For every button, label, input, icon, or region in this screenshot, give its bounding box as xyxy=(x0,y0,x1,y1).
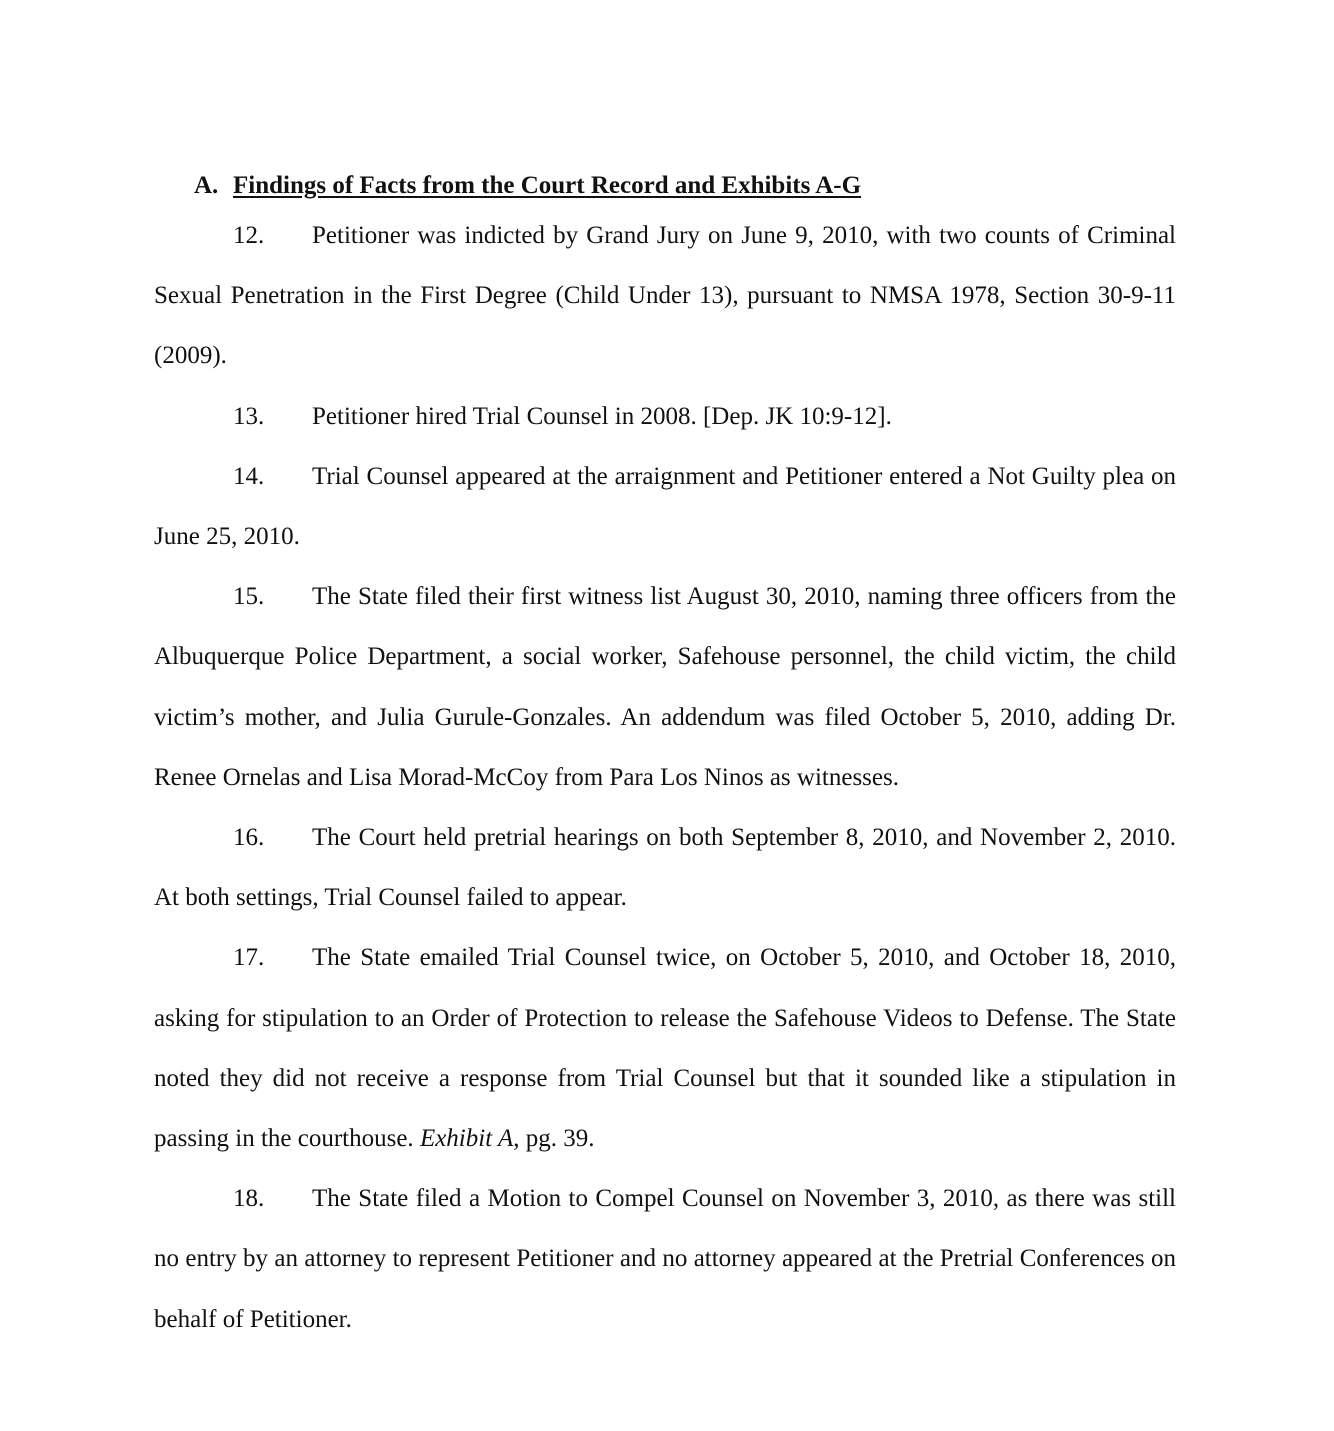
paragraph-text: Petitioner hired Trial Counsel in 2008. [Dep. JK 10:9-12]. xyxy=(312,402,892,430)
section-letter: A. xyxy=(194,172,219,199)
paragraph-number: 17. xyxy=(233,944,265,972)
exhibit-reference: Exhibit A xyxy=(419,1125,514,1153)
paragraph-number: 15. xyxy=(233,583,265,611)
paragraph-text: The State filed their first witness list August 30, 2010, naming three officers from the Albuquerque Police Department, a social worker, Safehouse personnel, the child victim, the child victim’s mother, and Julia Gurule-Gonzales. An addendum was filed October 5, 2010, adding Dr. Renee Ornelas and Lisa Morad-McCoy from Para Los Ninos as witnesses. xyxy=(154,583,1176,791)
paragraph-number: 13. xyxy=(233,402,265,430)
section-title: Findings of Facts from the Court Record and Exhibits A-G xyxy=(233,172,862,199)
paragraph-18 xyxy=(154,1169,1176,1350)
paragraph-number: 14. xyxy=(233,462,265,490)
paragraph-14 xyxy=(154,447,1176,567)
paragraph-number: 18. xyxy=(233,1185,265,1213)
paragraph-13 xyxy=(154,387,1176,447)
paragraph-text: The State emailed Trial Counsel twice, on October 5, 2010, and October 18, 2010, asking for stipulation to an Order of Protection to release the Safehouse Videos to Defense. The State noted they did not receive a response from Trial Counsel but that it sounded like a stipulation in passing in the courthouse. xyxy=(154,944,1176,1153)
paragraph-15 xyxy=(154,567,1176,808)
paragraph-text: Petitioner was indicted by Grand Jury on June 9, 2010, with two counts of Criminal Sexual Penetration in the First Degree (Child Under 13), pursuant to NMSA 1978, Section 30-9-11 (2009). xyxy=(154,222,1176,370)
paragraph-number: 12. xyxy=(233,222,265,249)
paragraph-16 xyxy=(154,808,1176,928)
paragraph-text: The State filed a Motion to Compel Counsel on November 3, 2010, as there was still no entry by an attorney to represent Petitioner and no attorney appeared at the Pretrial Conferences on behalf of Petitioner. xyxy=(154,1185,1176,1333)
paragraph-text-end: , pg. 39. xyxy=(513,1125,595,1153)
paragraph-12 xyxy=(154,206,1176,387)
paragraph-number: 16. xyxy=(233,824,265,852)
paragraph-text: Trial Counsel appeared at the arraignment and Petitioner entered a Not Guilty plea on June 25, 2010. xyxy=(154,462,1176,551)
paragraph-17 xyxy=(154,928,1176,1169)
section-heading xyxy=(194,166,1176,206)
document-page xyxy=(154,166,1176,1350)
paragraph-text: The Court held pretrial hearings on both September 8, 2010, and November 2, 2010. At both settings, Trial Counsel failed to appear. xyxy=(154,824,1176,912)
